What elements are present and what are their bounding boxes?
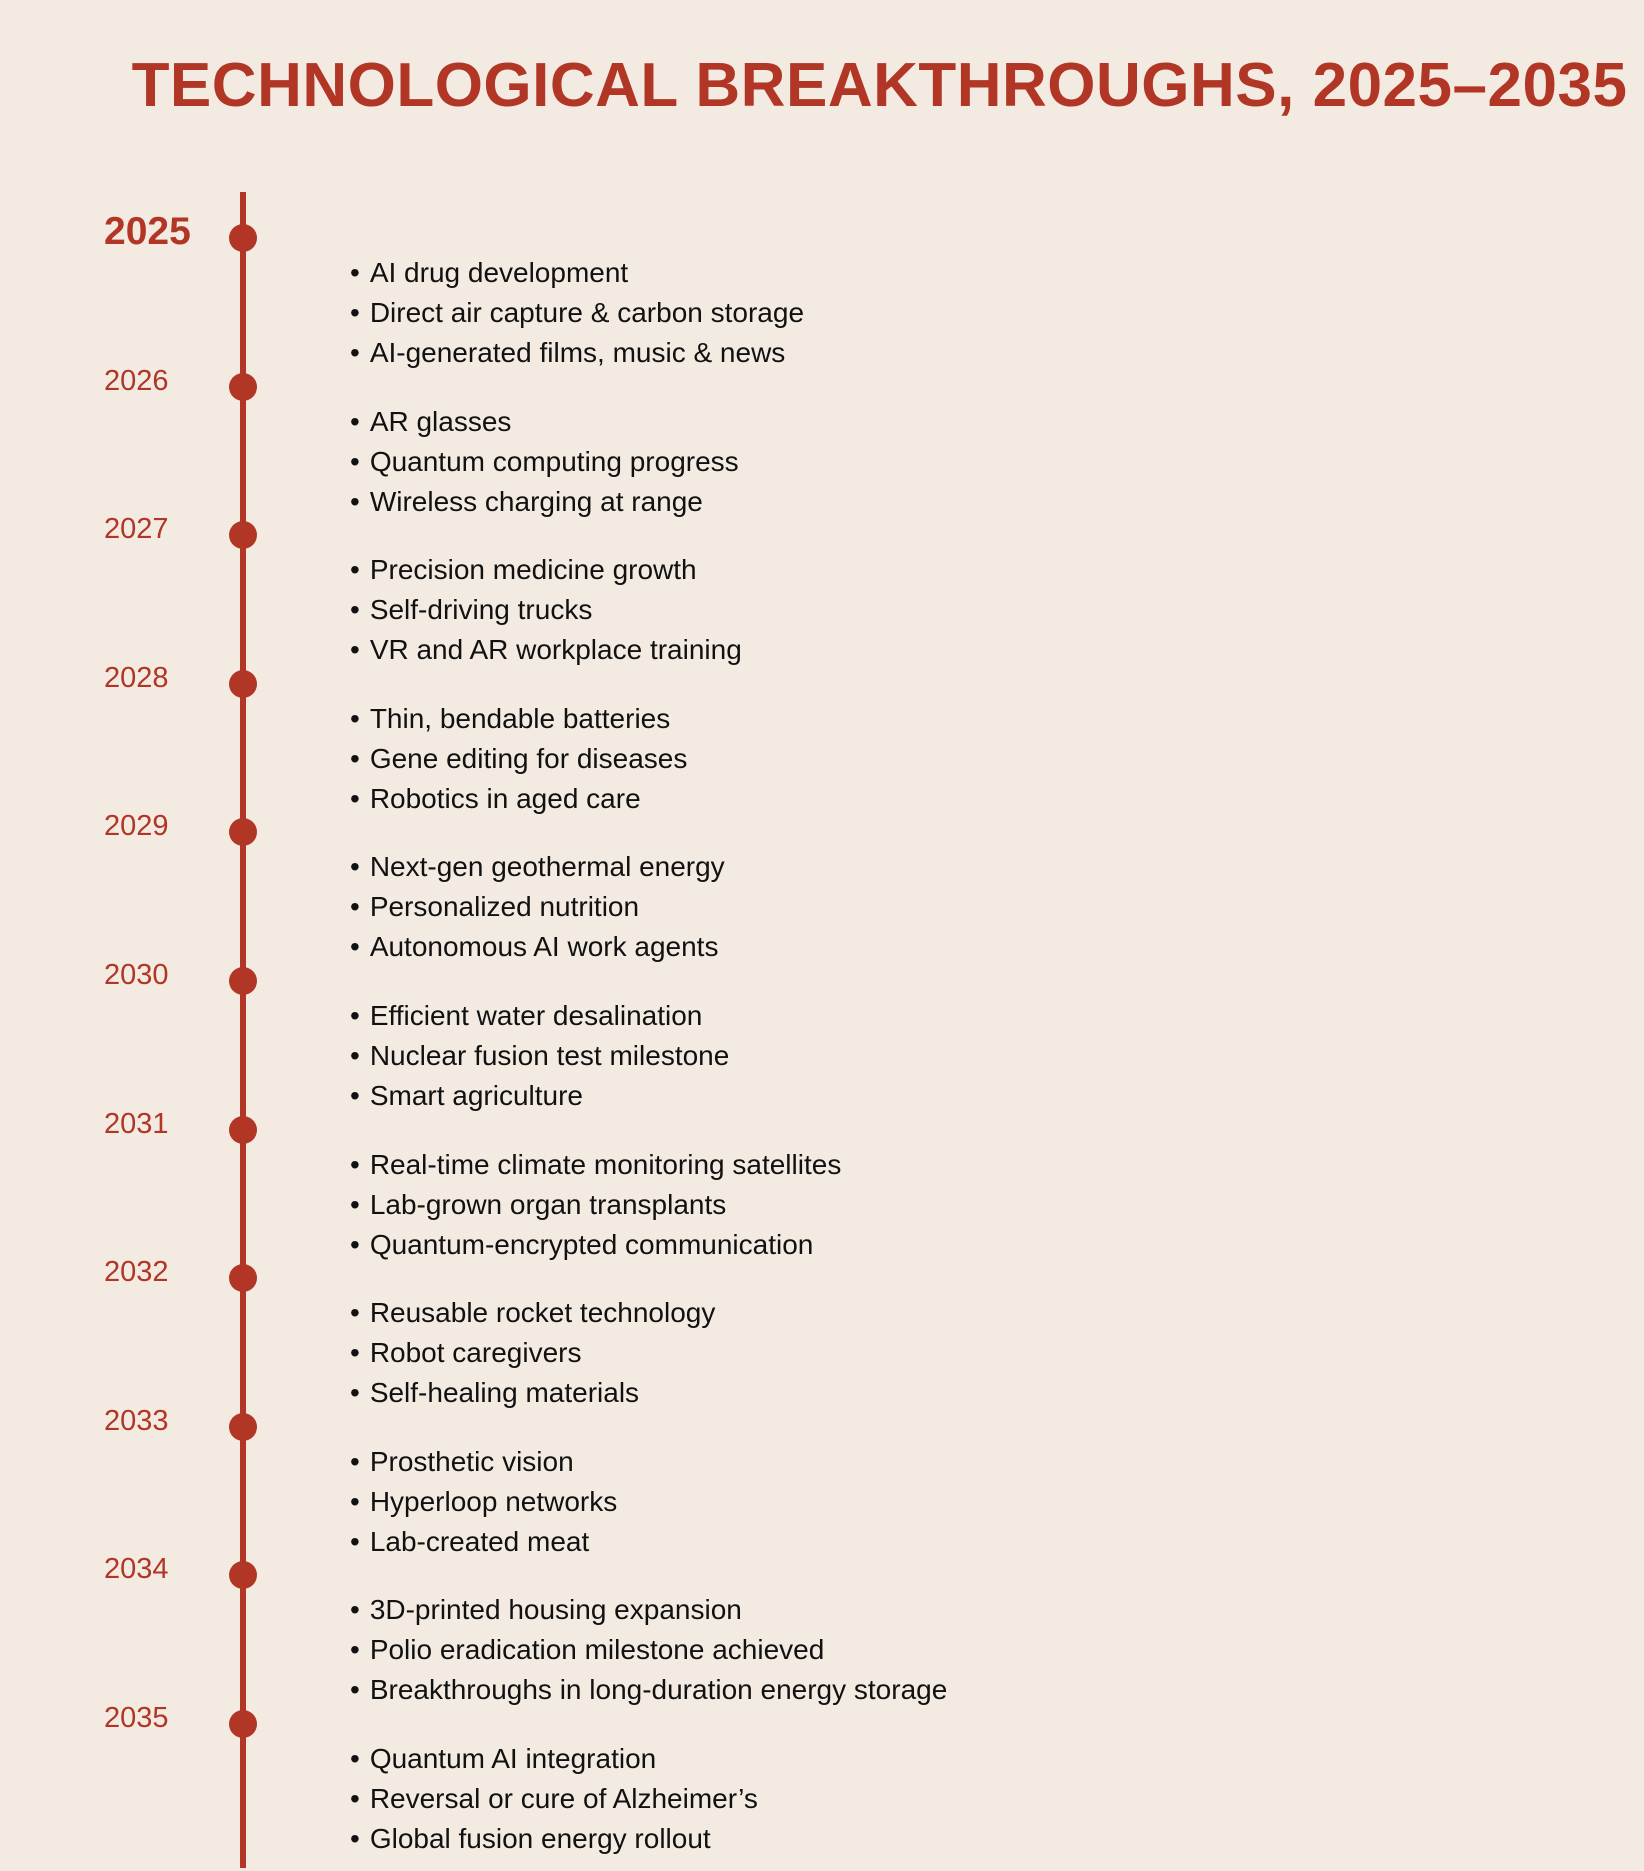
breakthrough-item: • Global fusion energy rollout [350, 1819, 758, 1859]
year-label: 2026 [104, 364, 169, 397]
timeline-dot [229, 1413, 257, 1441]
breakthrough-item: • Autonomous AI work agents [350, 927, 725, 967]
timeline-dot [229, 373, 257, 401]
breakthrough-item: • Breakthroughs in long-duration energy storage [350, 1670, 947, 1710]
year-label: 2035 [104, 1702, 169, 1734]
breakthrough-list [350, 1739, 758, 1859]
timeline-dot [229, 224, 257, 252]
timeline-dot [229, 1116, 257, 1144]
breakthrough-item: • Nuclear fusion test milestone [350, 1036, 729, 1076]
breakthrough-item: • 3D-printed housing expansion [350, 1590, 947, 1630]
year-label: 2029 [104, 810, 169, 843]
timeline-dot [229, 670, 257, 698]
breakthrough-item: • Precision medicine growth [350, 550, 742, 590]
breakthrough-item: • Wireless charging at range [350, 482, 739, 522]
year-label: 2034 [104, 1553, 169, 1586]
breakthrough-item: • Thin, bendable batteries [350, 699, 687, 739]
timeline-entry [0, 810, 1644, 979]
breakthrough-list [350, 1145, 841, 1265]
breakthrough-list [350, 996, 729, 1116]
timeline-entry [0, 364, 1644, 534]
breakthrough-item: • Lab-created meat [350, 1522, 617, 1562]
breakthrough-list [350, 699, 687, 819]
page-title: TECHNOLOGICAL BREAKTHROUGHS, 2025–2035 [131, 51, 1628, 120]
breakthrough-item: • Quantum-encrypted communication [350, 1225, 841, 1265]
year-label: 2027 [104, 513, 169, 546]
breakthrough-list [350, 847, 725, 967]
breakthrough-item: • Polio eradication milestone achieved [350, 1630, 947, 1670]
breakthrough-item: • Gene editing for diseases [350, 739, 687, 779]
breakthrough-item: • Real-time climate monitoring satellites [350, 1145, 841, 1185]
breakthrough-item: • Reversal or cure of Alzheimer’s [350, 1779, 758, 1819]
breakthrough-item: • AR glasses [350, 402, 739, 442]
breakthrough-item: • Self-driving trucks [350, 590, 742, 630]
timeline-entry [0, 513, 1644, 682]
breakthrough-item: • AI-generated films, music & news [350, 333, 804, 373]
timeline-entry [0, 1553, 1644, 1722]
year-label: 2030 [104, 959, 169, 991]
breakthrough-item: • Efficient water desalination [350, 996, 729, 1036]
breakthrough-list [350, 1293, 715, 1413]
breakthrough-list [350, 253, 804, 373]
breakthrough-item: • Reusable rocket technology [350, 1293, 715, 1333]
timeline-entry [0, 1256, 1644, 1425]
timeline-entry [0, 959, 1644, 1128]
timeline-dot [229, 818, 257, 846]
year-label: 2025 [104, 210, 191, 253]
breakthrough-list [350, 1590, 947, 1710]
year-label: 2031 [104, 1107, 169, 1140]
timeline-entry [0, 1404, 1644, 1574]
timeline-dot [229, 521, 257, 549]
breakthrough-item: • VR and AR workplace training [350, 630, 742, 670]
breakthrough-item: • Quantum computing progress [350, 442, 739, 482]
breakthrough-item: • Prosthetic vision [350, 1442, 617, 1482]
timeline-dot [229, 1710, 257, 1738]
breakthrough-item: • Self-healing materials [350, 1373, 715, 1413]
breakthrough-item: • Direct air capture & carbon storage [350, 293, 804, 333]
timeline-dot [229, 1264, 257, 1292]
breakthrough-item: • Next-gen geothermal energy [350, 847, 725, 887]
breakthrough-item: • Quantum AI integration [350, 1739, 758, 1779]
breakthrough-item: • Lab-grown organ transplants [350, 1185, 841, 1225]
timeline-entry [0, 210, 1644, 385]
timeline-dot [229, 1561, 257, 1589]
breakthrough-item: • Personalized nutrition [350, 887, 725, 927]
breakthrough-list [350, 402, 739, 522]
year-label: 2028 [104, 661, 169, 694]
year-label: 2033 [104, 1404, 169, 1437]
breakthrough-list [350, 1442, 617, 1562]
timeline-entry [0, 661, 1644, 831]
year-label: 2032 [104, 1256, 169, 1289]
timeline-entry [0, 1702, 1644, 1871]
breakthrough-item: • AI drug development [350, 253, 804, 293]
timeline-dot [229, 967, 257, 995]
breakthrough-item: • Hyperloop networks [350, 1482, 617, 1522]
breakthrough-list [350, 550, 742, 670]
timeline-entry [0, 1107, 1644, 1277]
breakthrough-item: • Robot caregivers [350, 1333, 715, 1373]
breakthrough-item: • Smart agriculture [350, 1076, 729, 1116]
breakthrough-item: • Robotics in aged care [350, 779, 687, 819]
